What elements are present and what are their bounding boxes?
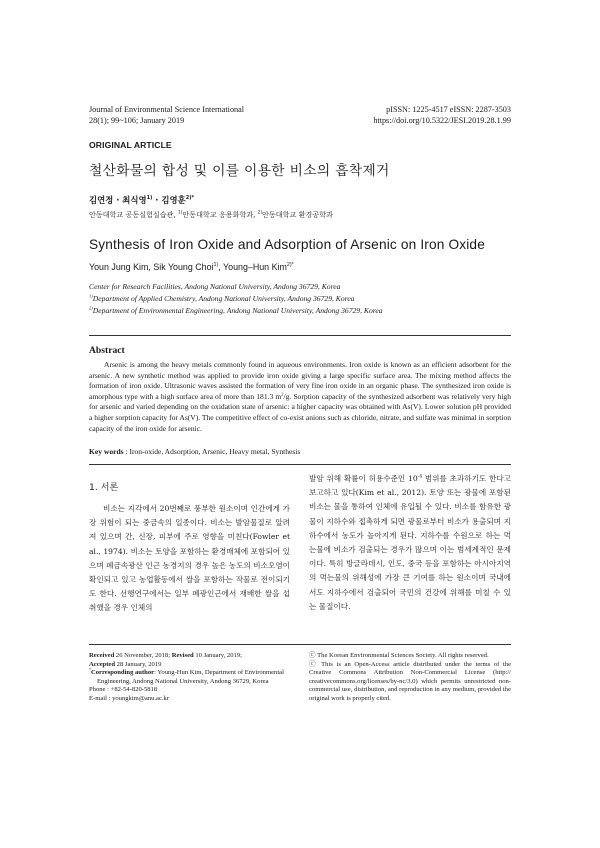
author-separator: · [152, 195, 162, 205]
english-authors [89, 262, 294, 272]
korean-title: 철산화물의 합성 및 이를 이용한 비소의 흡착제거 [89, 163, 390, 179]
english-affiliation [89, 294, 355, 303]
license: ⓒ This is an Open-Access article distributed under the terms of the Creative Commons Attribution Non-Commercial License (http:// creativecommons.org/licenses/by-nc/3.0) which permits unrestricted non-commercial use, distribution, and reproduction in any medium, provided the original work is properly cited. [309, 660, 511, 702]
footnote-divider [89, 644, 511, 645]
history-line [89, 652, 285, 661]
phone: Phone : +82-54-820-5818 [89, 686, 158, 694]
affil-text: Department of Environmental Engineering, Andong National University, Andong 36729, Korea [92, 306, 383, 315]
affil-text: Department of Applied Chemistry, Andong National University, Andong 36729, Korea [92, 294, 355, 303]
english-title: Synthesis of Iron Oxide and Adsorption of Arsenic on Iron Oxide [89, 237, 485, 252]
author-sup: 1) [146, 195, 153, 202]
body-right-column [309, 472, 511, 614]
doi-link[interactable]: https://doi.org/10.5322/JESI.2019.28.1.99 [373, 116, 511, 125]
korean-author: 최식영 [122, 195, 147, 205]
author-sup: 2)* [286, 262, 294, 269]
affil-text: Center for Research Facilities, Andong National University, Andong 36729, Korea [89, 282, 341, 291]
corr-label: Corresponding author [90, 669, 155, 677]
abstract-sup: 2 [281, 391, 284, 397]
korean-affil: 안동대학교 응용화학과, [182, 210, 258, 219]
abstract-heading: Abstract [89, 345, 125, 356]
affil-sup: 1) [89, 293, 93, 299]
corresponding-author [89, 669, 285, 678]
body-part: 범위를 초과하기도 한다고 보고하고 있다(Kim et al., 2012). 토양 또는 광물에 포함된 비소는 물을 통하여 인체에 유입될 수 있다. 비소를 함유한 광물이 지하수와 접촉하게 되면 광물로부터 비소가 용출되며 지하수에서 농도가 높아지게 된다. 지하수를 수원으로 하는 먹는물에 비소가 검출되는 경우가 많으며 이는 범세계적인 문제이다. 특히 방글라데시, 인도, 중국 등을 포함하는 아시아지역의 먹는물의 위해성에 가장 큰 기여를 하는 원소이며 국내에서도 지하수에서 검출되어 국민의 건강에 위해를 미칠 수 있는 물질이다. [309, 474, 512, 611]
revised-date: 10 January, 2019; [193, 652, 242, 659]
keywords-label: Key words [89, 447, 124, 456]
affil-sup: 2) [257, 210, 263, 216]
corr-star: * [89, 667, 91, 672]
revised-label: Revised [171, 652, 194, 659]
affil-sup: 1) [178, 210, 183, 216]
received-label: Received [89, 652, 115, 659]
body-part: 발암 위해 확률이 허용수준인 10 [309, 474, 418, 483]
english-author: Youn Jung Kim, [89, 262, 154, 272]
corr-address: Engineering, Andong National University, Andong 36729, Korea [97, 677, 269, 685]
english-affiliation [89, 282, 340, 291]
abstract-part: Arsenic is among the heavy metals commonly found in aqueous environments. Iron oxide is known as an efficient adsorbent for the arsenic. A new synthetic method was applied to provide iron oxide giving a large specific surface area. The mixing method affects the formation of iron oxide. Ultrasonic waves assisted the formation of very fine iron oxide in an organic phase. The synthesized iron oxide is amorphous type with a high surface area of more than 181.3 m [89, 360, 511, 401]
accepted-date: 28 January, 2019 [115, 660, 162, 668]
accepted-label: Accepted [89, 660, 115, 668]
issn: pISSN: 1225-4517 eISSN: 2287-3503 [386, 105, 511, 114]
author-sup: 1) [213, 262, 219, 269]
english-author: Sik Young Choi [153, 262, 214, 272]
article-history [89, 652, 285, 704]
korean-authors [89, 194, 194, 206]
history-line [89, 661, 285, 670]
email[interactable]: E-mail : youngkim@anu.ac.kr [89, 694, 170, 702]
abstract-text [89, 360, 511, 434]
journal-volume: 28(1); 99~106; January 2019 [89, 116, 185, 125]
abstract-part: /g. Sorption capacity of the synthesized adsorbent was relatively very high for arsenic and varied depending on the oxidation state of arsenic: a higher capacity was obtained with As(V). Lower solution pH provided a higher sorption capacity for As(V). The competitive effect of co-exist anions such as chloride, nitrate, and sulfate was minimal in sorption capacity of the iron oxide for arsenic. [89, 391, 511, 433]
section-heading: 1. 서론 [89, 482, 119, 493]
received-date: 26 November, 2018; [114, 652, 172, 659]
author-sup: 2)* [185, 195, 195, 202]
journal-ids [373, 104, 511, 126]
keywords [89, 447, 300, 456]
english-author: , Young–Hun Kim [218, 262, 287, 272]
article-type: ORIGINAL ARTICLE [89, 140, 172, 150]
author-separator: · [113, 195, 123, 205]
korean-affil: 안동대학교 공동실험실습관, [89, 210, 178, 219]
body-left-column: 비소는 지각에서 20번째로 풍부한 원소이며 인간에게 가장 위험이 되는 중금속의 일종이다. 비소는 발암물질로 알려져 있으며 간, 신장, 피부에 주로 영향을 미친다(Fowler et al., 1974). 비소는 토양을 포함하는 환경매체에 포함되어 있으며 폐금속광산 인근 농경지의 경우 높은 농도의 비소오염이 확인되고 있고 농업활동에서 쌀을 포함하는 작물로 전이되기도 한다. 선행연구에서는 일부 폐광인근에서 재배한 쌀을 섭취했을 경우 인체의 [89, 504, 290, 613]
affil-sup: 2) [89, 305, 93, 311]
copyright: ⓒ The Korean Environmental Sciences Society. All rights reserved. [309, 652, 489, 659]
divider [89, 335, 511, 336]
copyright-notice [309, 652, 511, 704]
journal-header [89, 104, 244, 126]
korean-author: 김연정 [89, 195, 114, 205]
corr-text: : Young-Hun Kim, Department of Environmental [154, 669, 284, 677]
journal-name: Journal of Environmental Science International [89, 105, 245, 114]
korean-affiliations [89, 210, 333, 220]
keywords-text: : Iron-oxide, Adsorption, Arsenic, Heavy metal, Synthesis [123, 447, 301, 456]
korean-author: 김영훈 [161, 195, 186, 205]
korean-affil: 안동대학교 환경공학과 [262, 210, 333, 219]
divider [89, 464, 511, 465]
body-sup: -4 [417, 474, 423, 480]
english-affiliation [89, 306, 383, 315]
